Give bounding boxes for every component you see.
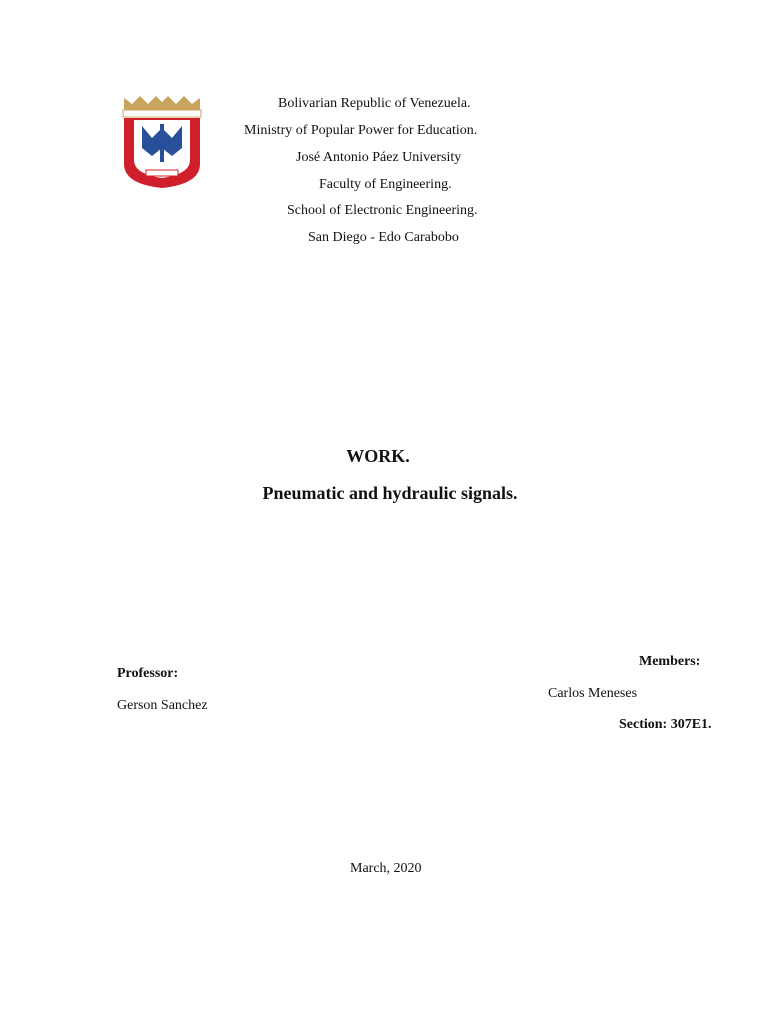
header-faculty: Faculty of Engineering. — [319, 177, 452, 192]
header-university: José Antonio Páez University — [296, 150, 462, 165]
header-country: Bolivarian Republic of Venezuela. — [278, 96, 471, 111]
professor-label: Professor: — [117, 666, 179, 681]
university-crest-icon — [120, 94, 204, 190]
header-ministry: Ministry of Popular Power for Education. — [244, 123, 478, 138]
header-location: San Diego - Edo Carabobo — [308, 230, 459, 245]
members-label: Members: — [639, 654, 701, 669]
member-name: Carlos Meneses — [548, 686, 638, 701]
work-title: WORK. — [346, 446, 410, 466]
university-logo — [120, 94, 204, 190]
professor-name: Gerson Sanchez — [117, 698, 208, 713]
work-subtitle: Pneumatic and hydraulic signals. — [262, 483, 518, 503]
header-school: School of Electronic Engineering. — [287, 203, 478, 218]
section-label: Section: 307E1. — [619, 717, 712, 732]
document-date: March, 2020 — [350, 861, 422, 876]
